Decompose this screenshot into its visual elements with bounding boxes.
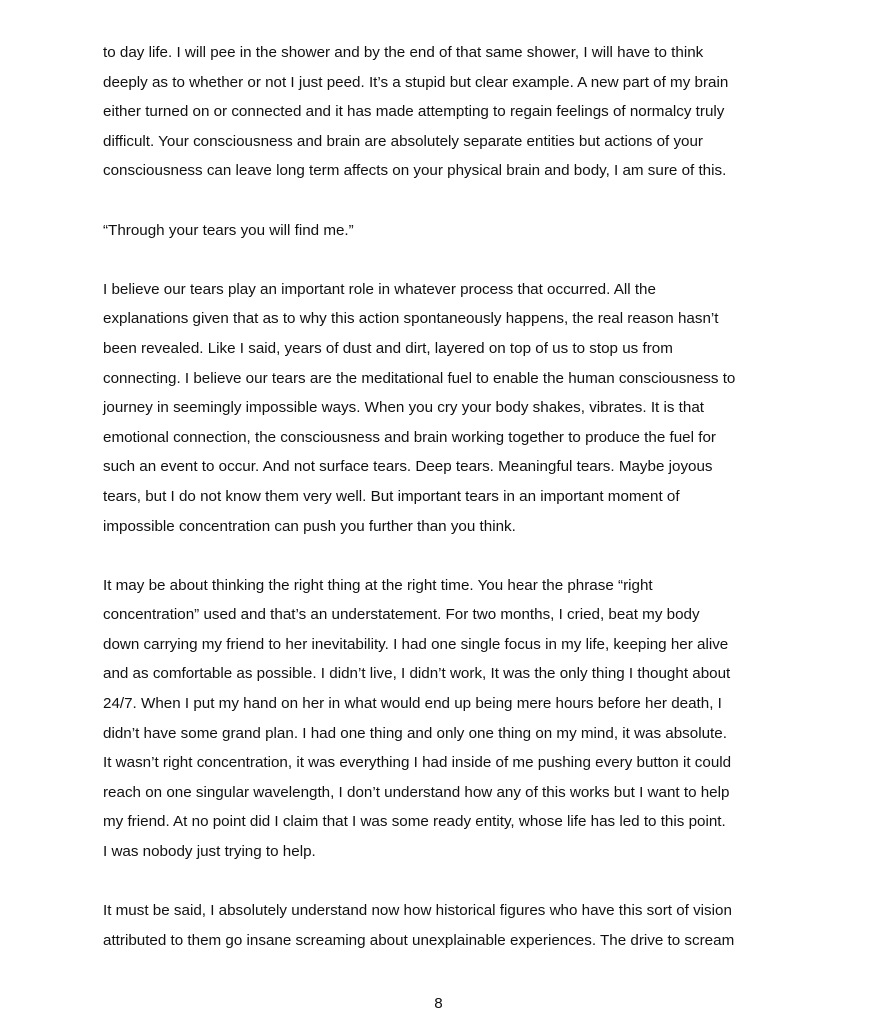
text-line: explanations given that as to why this action spontaneously happens, the real reason hasn’t [103,310,719,328]
text-line: journey in seemingly impossible ways. When you cry your body shakes, vibrates. It is that [103,399,705,417]
text-line: impossible concentration can push you further than you think. [103,517,516,535]
text-line: down carrying my friend to her inevitability. I had one single focus in my life, keeping her alive [103,635,729,653]
text-line: I believe our tears play an important role in whatever process that occurred. All the [103,280,656,298]
text-line: “Through your tears you will find me.” [103,221,354,239]
paragraph-quote [103,216,783,246]
text-line: deeply as to whether or not I just peed. It’s a stupid but clear example. A new part of my brain [103,73,729,91]
text-line: attributed to them go insane screaming about unexplainable experiences. The drive to scream [103,931,735,949]
text-line: been revealed. Like I said, years of dust and dirt, layered on top of us to stop us from [103,339,673,357]
text-line: and as comfortable as possible. I didn’t live, I didn’t work, It was the only thing I thought about [103,665,731,683]
paragraph-1 [103,38,783,186]
paragraph-spacer [103,186,783,216]
text-line: difficult. Your consciousness and brain are absolutely separate entities but actions of your [103,132,703,150]
paragraph-3 [103,275,783,541]
document-body [103,38,783,955]
paragraph-spacer [103,245,783,275]
paragraph-spacer [103,867,783,897]
text-line: reach on one singular wavelength, I don’t understand how any of this works but I want to help [103,783,730,801]
page-number: 8 [434,995,443,1012]
text-line: concentration” used and that’s an understatement. For two months, I cried, beat my body [103,606,700,624]
paragraph-spacer [103,541,783,571]
text-line: 24/7. When I put my hand on her in what would end up being mere hours before her death, I [103,695,722,713]
text-line: either turned on or connected and it has made attempting to regain feelings of normalcy truly [103,103,725,121]
text-line: It may be about thinking the right thing at the right time. You hear the phrase “right [103,576,653,594]
text-line: didn’t have some grand plan. I had one thing and only one thing on my mind, it was absolute. [103,724,727,742]
text-line: I was nobody just trying to help. [103,843,316,861]
text-line: tears, but I do not know them very well. But important tears in an important moment of [103,487,680,505]
text-line: such an event to occur. And not surface tears. Deep tears. Meaningful tears. Maybe joyous [103,458,713,476]
text-line: connecting. I believe our tears are the meditational fuel to enable the human consciousness to [103,369,736,387]
text-line: consciousness can leave long term affects on your physical brain and body, I am sure of this. [103,162,727,180]
text-line: It wasn’t right concentration, it was everything I had inside of me pushing every button it could [103,754,732,772]
paragraph-4 [103,571,783,867]
paragraph-5 [103,896,783,955]
text-line: to day life. I will pee in the shower and by the end of that same shower, I will have to think [103,44,704,61]
text-line: my friend. At no point did I claim that I was some ready entity, whose life has led to this point. [103,813,726,831]
text-line: emotional connection, the consciousness and brain working together to produce the fuel for [103,428,716,446]
text-line: It must be said, I absolutely understand now how historical figures who have this sort of vision [103,902,732,920]
